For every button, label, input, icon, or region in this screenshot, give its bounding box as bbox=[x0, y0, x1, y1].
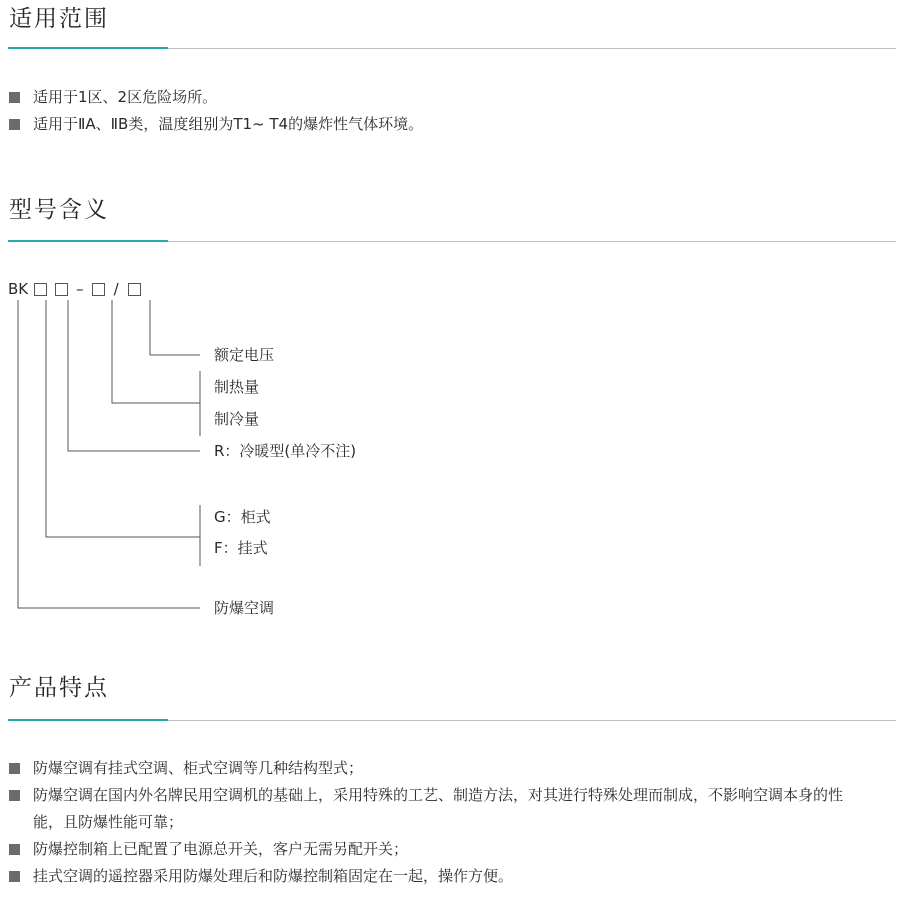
list-item bbox=[8, 863, 868, 890]
section-title-model: 型号含义 bbox=[9, 197, 109, 223]
list-item-text: 挂式空调的遥控器采用防爆处理后和防爆控制箱固定在一起，操作方便。 bbox=[33, 867, 514, 885]
label-explosion-proof-ac: 防爆空调 bbox=[214, 599, 275, 617]
section-title-features: 产品特点 bbox=[9, 675, 109, 701]
tree-line-explosion-proof bbox=[18, 300, 200, 608]
bullet-square-icon bbox=[9, 844, 20, 855]
tree-line-g-f-type bbox=[46, 300, 200, 537]
list-item-text: 防爆控制箱上已配置了电源总开关，客户无需另配开关； bbox=[33, 840, 409, 858]
list-item-text: 适用于1区、2区危险场所。 bbox=[33, 88, 218, 106]
model-prefix: BK bbox=[8, 280, 29, 298]
bullet-square-icon bbox=[9, 790, 20, 801]
tree-line-r-type bbox=[68, 300, 200, 451]
label-r-type: R：冷暖型(单冷不注) bbox=[214, 442, 357, 460]
list-item-text: 防爆空调有挂式空调、柜式空调等几种结构型式； bbox=[33, 759, 364, 777]
label-f-type: F：挂式 bbox=[214, 539, 268, 557]
tree-line-capacity bbox=[112, 300, 200, 403]
label-cooling: 制冷量 bbox=[214, 410, 260, 428]
bullet-square-icon bbox=[9, 871, 20, 882]
list-item bbox=[8, 755, 868, 782]
label-rated-voltage: 额定电压 bbox=[214, 346, 275, 364]
features-list bbox=[8, 755, 868, 890]
list-item bbox=[8, 836, 868, 863]
list-item-text: 防爆空调在国内外名牌民用空调机的基础上，采用特殊的工艺、制造方法，对其进行特殊处理而制成，不影响空调本身的性能，且防爆性能可靠； bbox=[33, 786, 844, 831]
list-item bbox=[8, 782, 868, 836]
label-heating: 制热量 bbox=[214, 378, 260, 396]
section-divider-accent bbox=[8, 719, 168, 721]
model-dash: – bbox=[76, 280, 84, 298]
model-slash: / bbox=[113, 280, 119, 298]
list-item-text: 适用于ⅡA、ⅡB类，温度组别为T1~ T4的爆炸性气体环境。 bbox=[33, 115, 424, 133]
tree-line-rated-voltage bbox=[150, 300, 200, 355]
label-g-type: G：柜式 bbox=[214, 508, 271, 526]
bullet-square-icon bbox=[9, 763, 20, 774]
section-title-scope: 适用范围 bbox=[9, 6, 109, 32]
section-divider bbox=[8, 720, 896, 721]
